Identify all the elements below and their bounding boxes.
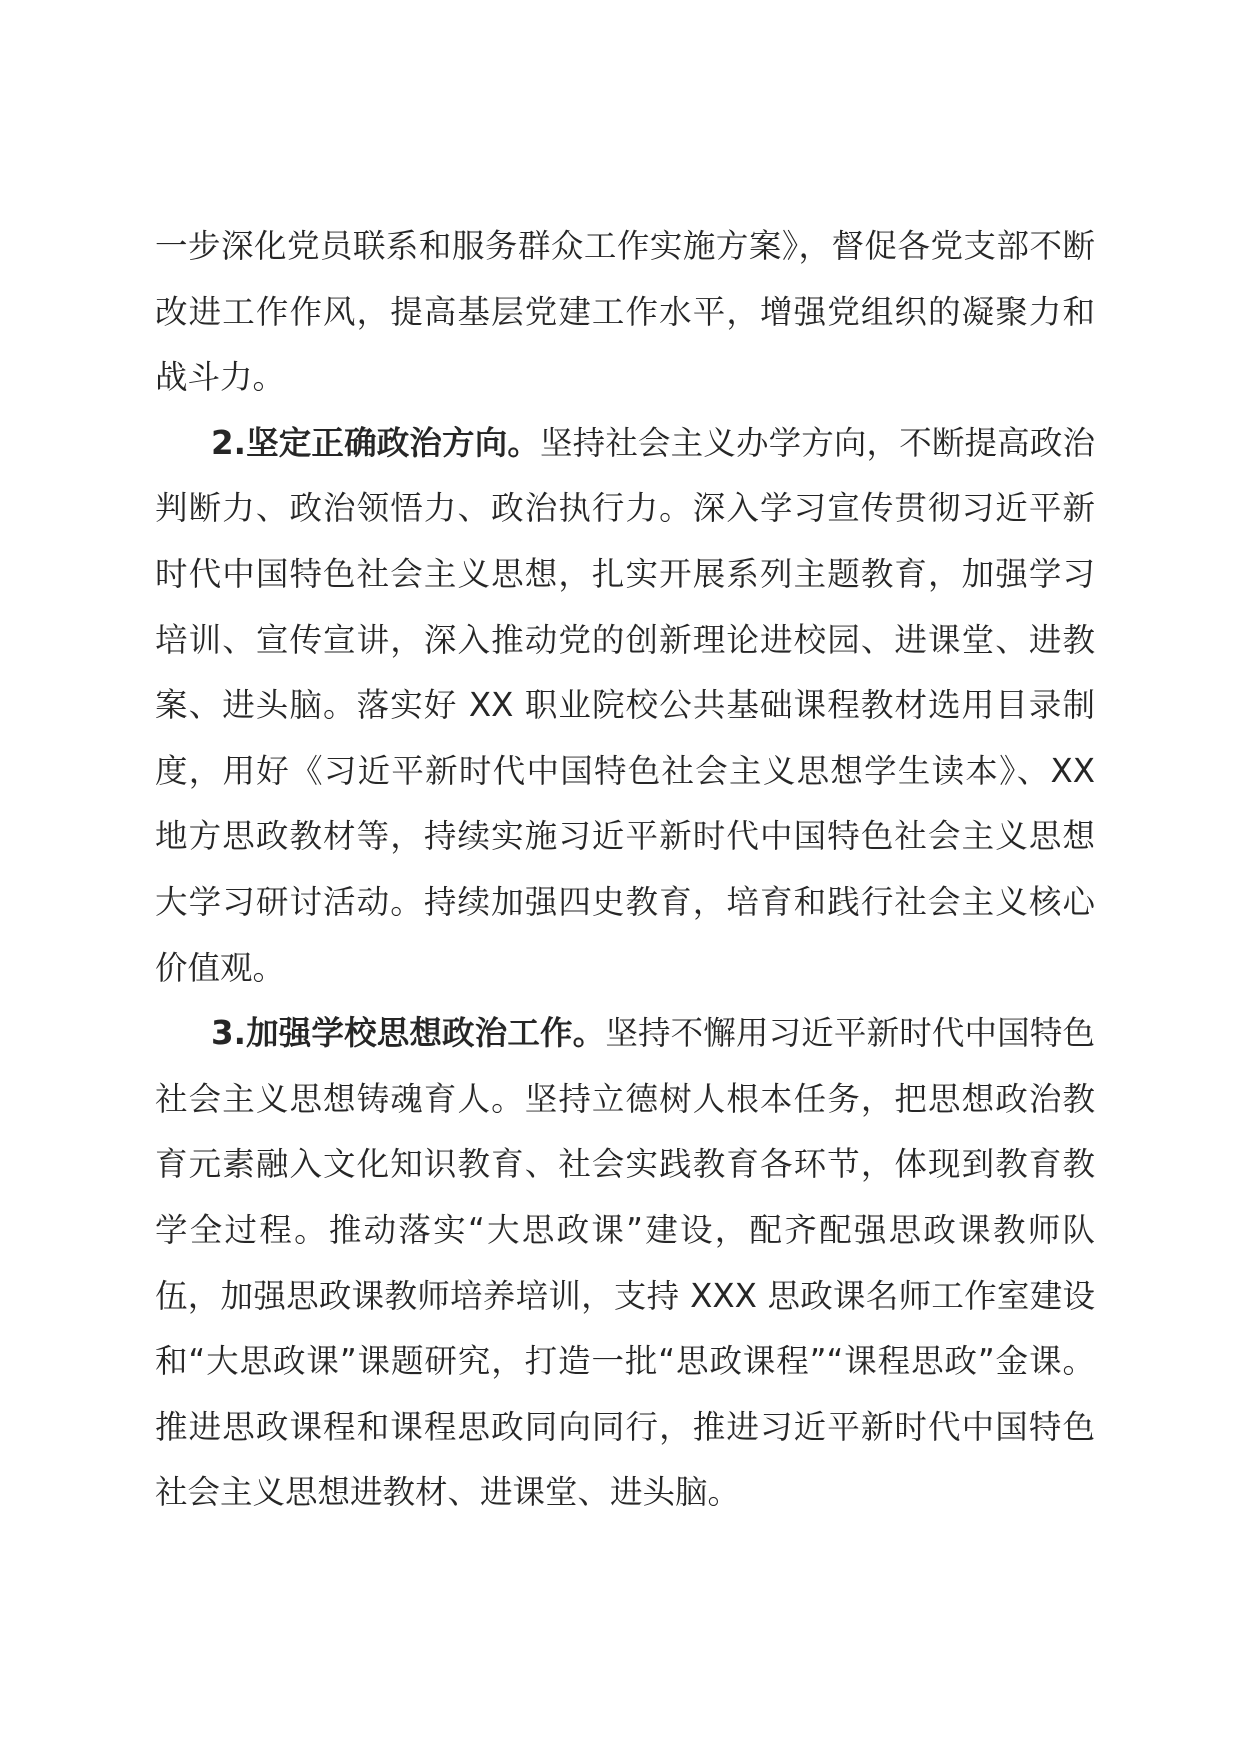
paragraph-text: 坚持社会主义办学方向，不断提高政治判断力、政治领悟力、政治执行力。深入学习宣传贯彻习近平新时代中国特色社会主义思想，扎实开展系列主题教育，加强学习培训、宣传宣讲，深入推动党的创新理论进校园、进课堂、进教案、进头脑。落实好 XX 职业院校公共基础课程教材选用目录制度，用好《习近平新时代中国特色社会主义思想学生读本》、XX 地方思政教材等，持续实施习近平新时代中国特色社会主义思想大学习研讨活动。持续加强四史教育，培育和践行社会主义核心价值观。 — [155, 423, 1095, 987]
paragraph-text: 一步深化党员联系和服务群众工作实施方案》，督促各党支部不断改进工作作风，提高基层党建工作水平，增强党组织的凝聚力和战斗力。 — [155, 227, 1095, 397]
paragraph-continuation — [155, 214, 1095, 411]
paragraph-political-direction — [155, 411, 1095, 1001]
section-heading: 2.坚定正确政治方向。 — [211, 423, 541, 462]
section-heading: 3.加强学校思想政治工作。 — [211, 1014, 606, 1053]
paragraph-ideological-work — [155, 1001, 1095, 1526]
document-body — [155, 214, 1095, 1526]
paragraph-text: 坚持不懈用习近平新时代中国特色社会主义思想铸魂育人。坚持立德树人根本任务，把思想政治教育元素融入文化知识教育、社会实践教育各环节，体现到教育教学全过程。推动落实“大思政课”建设，配齐配强思政课教师队伍，加强思政课教师培养培训，支持 XXX 思政课名师工作室建设和“大思政课”课题研究，打造一批“思政课程”“课程思政”金课。推进思政课程和课程思政同向同行，推进习近平新时代中国特色社会主义思想进教材、进课堂、进头脑。 — [155, 1014, 1095, 1512]
